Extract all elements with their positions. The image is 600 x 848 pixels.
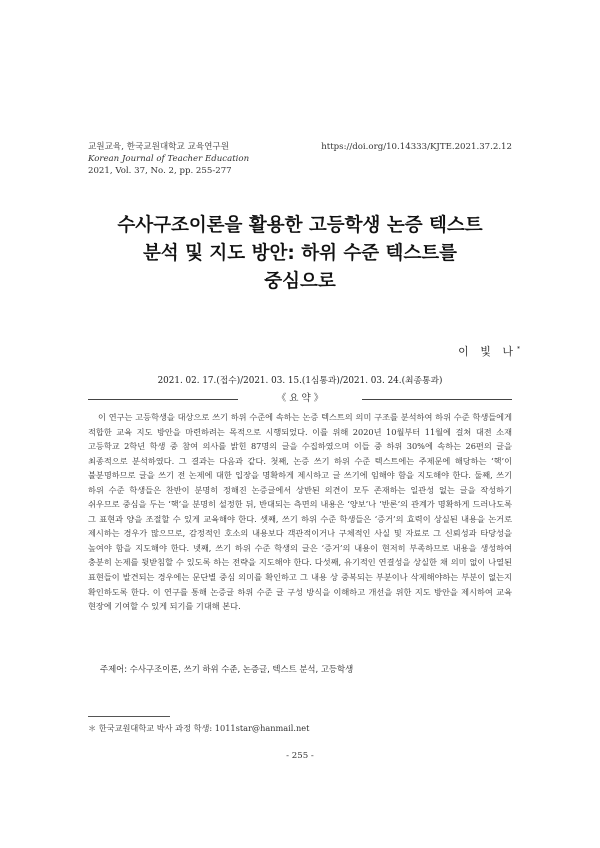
author-footnote-mark: * [517,345,520,353]
doi-link[interactable]: https://doi.org/10.14333/KJTE.2021.37.2.12 [321,142,512,152]
author-footnote: ＊ 한국교원대학교 박사 과정 학생: 1011star@hanmail.net [88,723,310,733]
abstract-heading [88,392,512,406]
abstract-heading-label: 《 요 약 》 [276,393,324,404]
volume-info: 2021, Vol. 37, No. 2, pp. 255-277 [88,166,232,176]
paper-title [60,212,540,296]
abstract-text: 이 연구는 고등학생을 대상으로 쓰기 하위 수준에 속하는 논증 텍스트의 의미 구조를 분석하여 하위 수준 학생들에게 적합한 교육 지도 방안을 마련하려는 목적으로 시행되었다. 이를 위해 2020년 10월부터 11월에 걸쳐 대전 소재 고등학교 2학년 학생 중 참여 의사를 밝힌 87명의 글을 수집하였으며 이들 중 하위 30%에 속하는 26편의 글을 최종적으로 분석하였다. 그 결과는 다음과 같다. 첫째, 논증 쓰기 하위 수준 텍스트에는 주제문에 해당하는 ‘핵’이 불분명하므로 글을 쓰기 전 논제에 대한 입장을 명확하게 제시하고 글 쓰기에 임해야 함을 지도해야 한다. 둘째, 쓰기 하위 수준 학생들은 찬반이 분명히 정해진 논증글에서 상반된 의견이 모두 존재하는 일관성 없는 글을 작성하기 쉬우므로 중심을 두는 ‘핵’을 분명히 설정한 뒤, 반대되는 측면의 내용은 ‘양보’나 ‘반론’의 관계가 명확하게 드러나도록 그 표현과 양을 조절할 수 있게 교육해야 한다. 셋째, 쓰기 하위 수준 학생들은 ‘증거’의 효력이 상실된 내용을 논거로 제시하는 경우가 많으므로, 감정적인 호소의 내용보다 객관적이거나 구체적인 사실 및 자료로 그 신뢰성과 타당성을 높여야 함을 지도해야 한다. 넷째, 쓰기 하위 수준 학생의 글은 ‘증거’의 내용이 현저히 부족하므로 내용을 생성하여 충분히 논제를 뒷받침할 수 있도록 하는 전략을 지도해야 한다. 다섯째, 유기적인 연결성을 상실한 채 의미 없이 나열된 표현들이 발견되는 경우에는 문단별 중심 의미를 확인하고 그 내용 상 중복되는 부분이나 삭제해야하는 부분이 없는지 확인하도록 한다. 이 연구를 통해 논증글 하위 수준 글 구성 방식을 이해하고 개선을 위한 지도 방안을 제시하여 교육 현장에 기여할 수 있게 되기를 기대해 본다. [88,412,512,612]
keywords: 주제어: 수사구조이론, 쓰기 하위 수준, 논증글, 텍스트 분석, 고등학생 [100,664,354,674]
journal-name-kr: 교원교육, 한국교원대학교 교육연구원 [88,142,230,152]
journal-name-en: Korean Journal of Teacher Education [88,154,250,164]
title-line-3: 중심으로 [264,271,336,292]
author [458,343,520,359]
heading-rule-left [88,399,238,400]
title-line-2: 분석 및 지도 방안: 하위 수준 텍스트를 [142,243,458,264]
footnote-divider [88,716,170,717]
page-number: - 255 - [286,751,314,761]
heading-rule-right [362,399,512,400]
submission-dates: 2021. 02. 17.(접수)/2021. 03. 15.(1심통과)/2021. 03. 24.(최종통과) [157,376,443,386]
author-name: 이 빛 나 [458,345,517,358]
title-line-1: 수사구조이론을 활용한 고등학생 논증 텍스트 [117,215,483,236]
journal-header [88,141,338,177]
